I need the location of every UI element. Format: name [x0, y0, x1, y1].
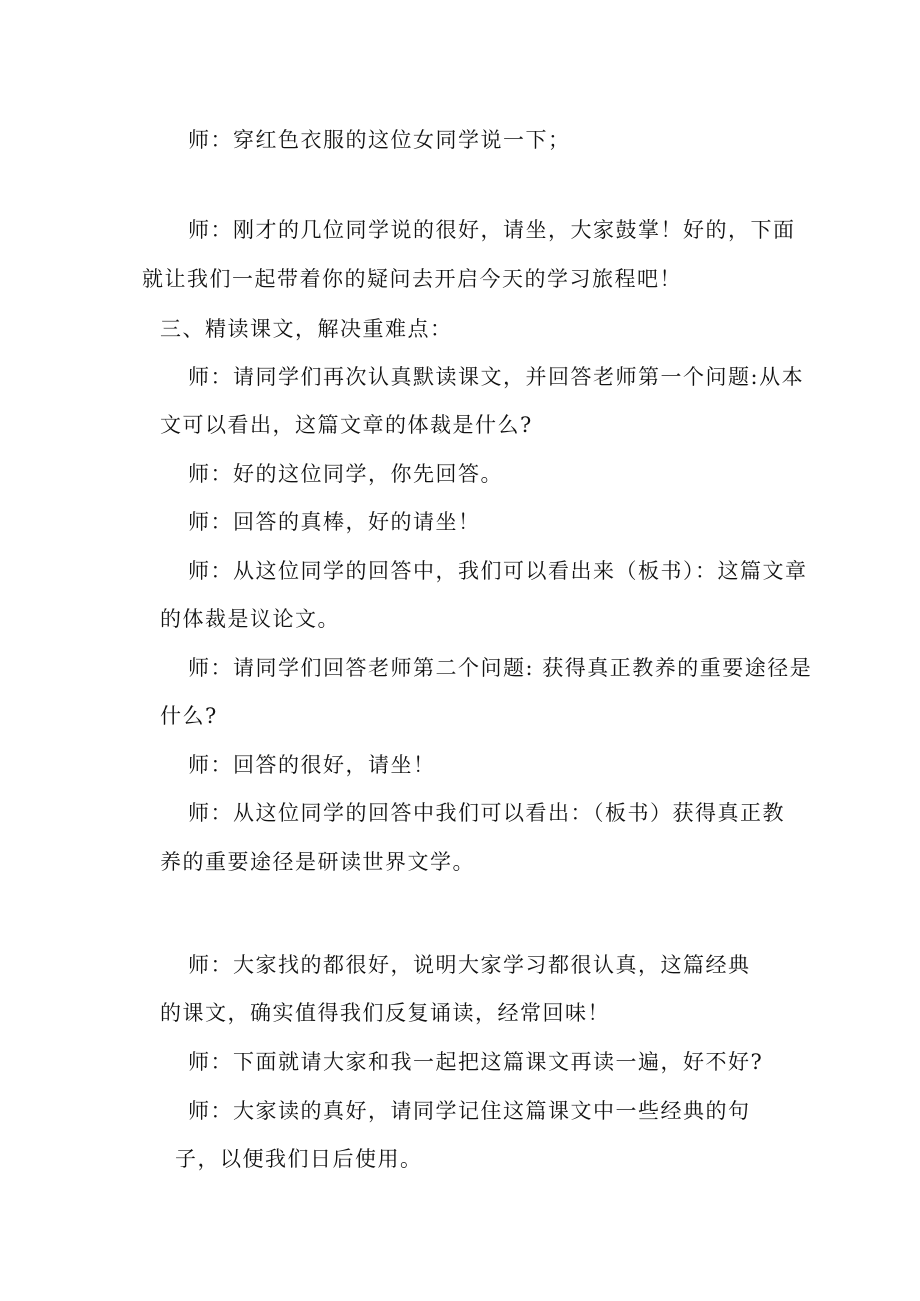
text-line: 文可以看出，这篇文章的体裁是什么?	[160, 413, 533, 437]
text-line: 师：大家读的真好，请同学记住这篇课文中一些经典的句	[188, 1099, 751, 1123]
text-line: 的课文，确实值得我们反复诵读，经常回味！	[160, 1001, 610, 1025]
text-line: 养的重要途径是研读世界文学。	[160, 850, 475, 874]
text-line: 就让我们一起带着你的疑问去开启今天的学习旅程吧！	[142, 267, 682, 291]
text-line: 师：大家找的都很好，说明大家学习都很认真，这篇经典	[188, 953, 751, 977]
section-heading: 三、精读课文，解决重难点：	[160, 317, 453, 341]
text-line: 师：从这位同学的回答中我们可以看出：（板书）获得真正教	[188, 801, 785, 825]
text-line: 的体裁是议论文。	[160, 607, 340, 631]
text-line: 师：好的这位同学，你先回答。	[188, 462, 503, 486]
text-line: 师：从这位同学的回答中，我们可以看出来（板书）：这篇文章	[188, 559, 808, 583]
text-line: 师：请同学们回答老师第二个问题: 获得真正教养的重要途径是	[188, 656, 813, 680]
text-line: 师：回答的很好，请坐！	[188, 753, 436, 777]
text-line: 子，以便我们日后使用。	[175, 1147, 423, 1171]
text-line: 师：刚才的几位同学说的很好，请坐，大家鼓掌！好的，下面	[188, 218, 796, 242]
text-line: 师：回答的真棒，好的请坐！	[188, 510, 481, 534]
text-line: 什么?	[160, 704, 218, 728]
text-line: 师：下面就请大家和我一起把这篇课文再读一遍，好不好?	[188, 1050, 764, 1074]
text-line: 师：请同学们再次认真默读课文，并回答老师第一个问题:从本	[188, 365, 805, 389]
text-line: 师：穿红色衣服的这位女同学说一下；	[188, 128, 571, 152]
